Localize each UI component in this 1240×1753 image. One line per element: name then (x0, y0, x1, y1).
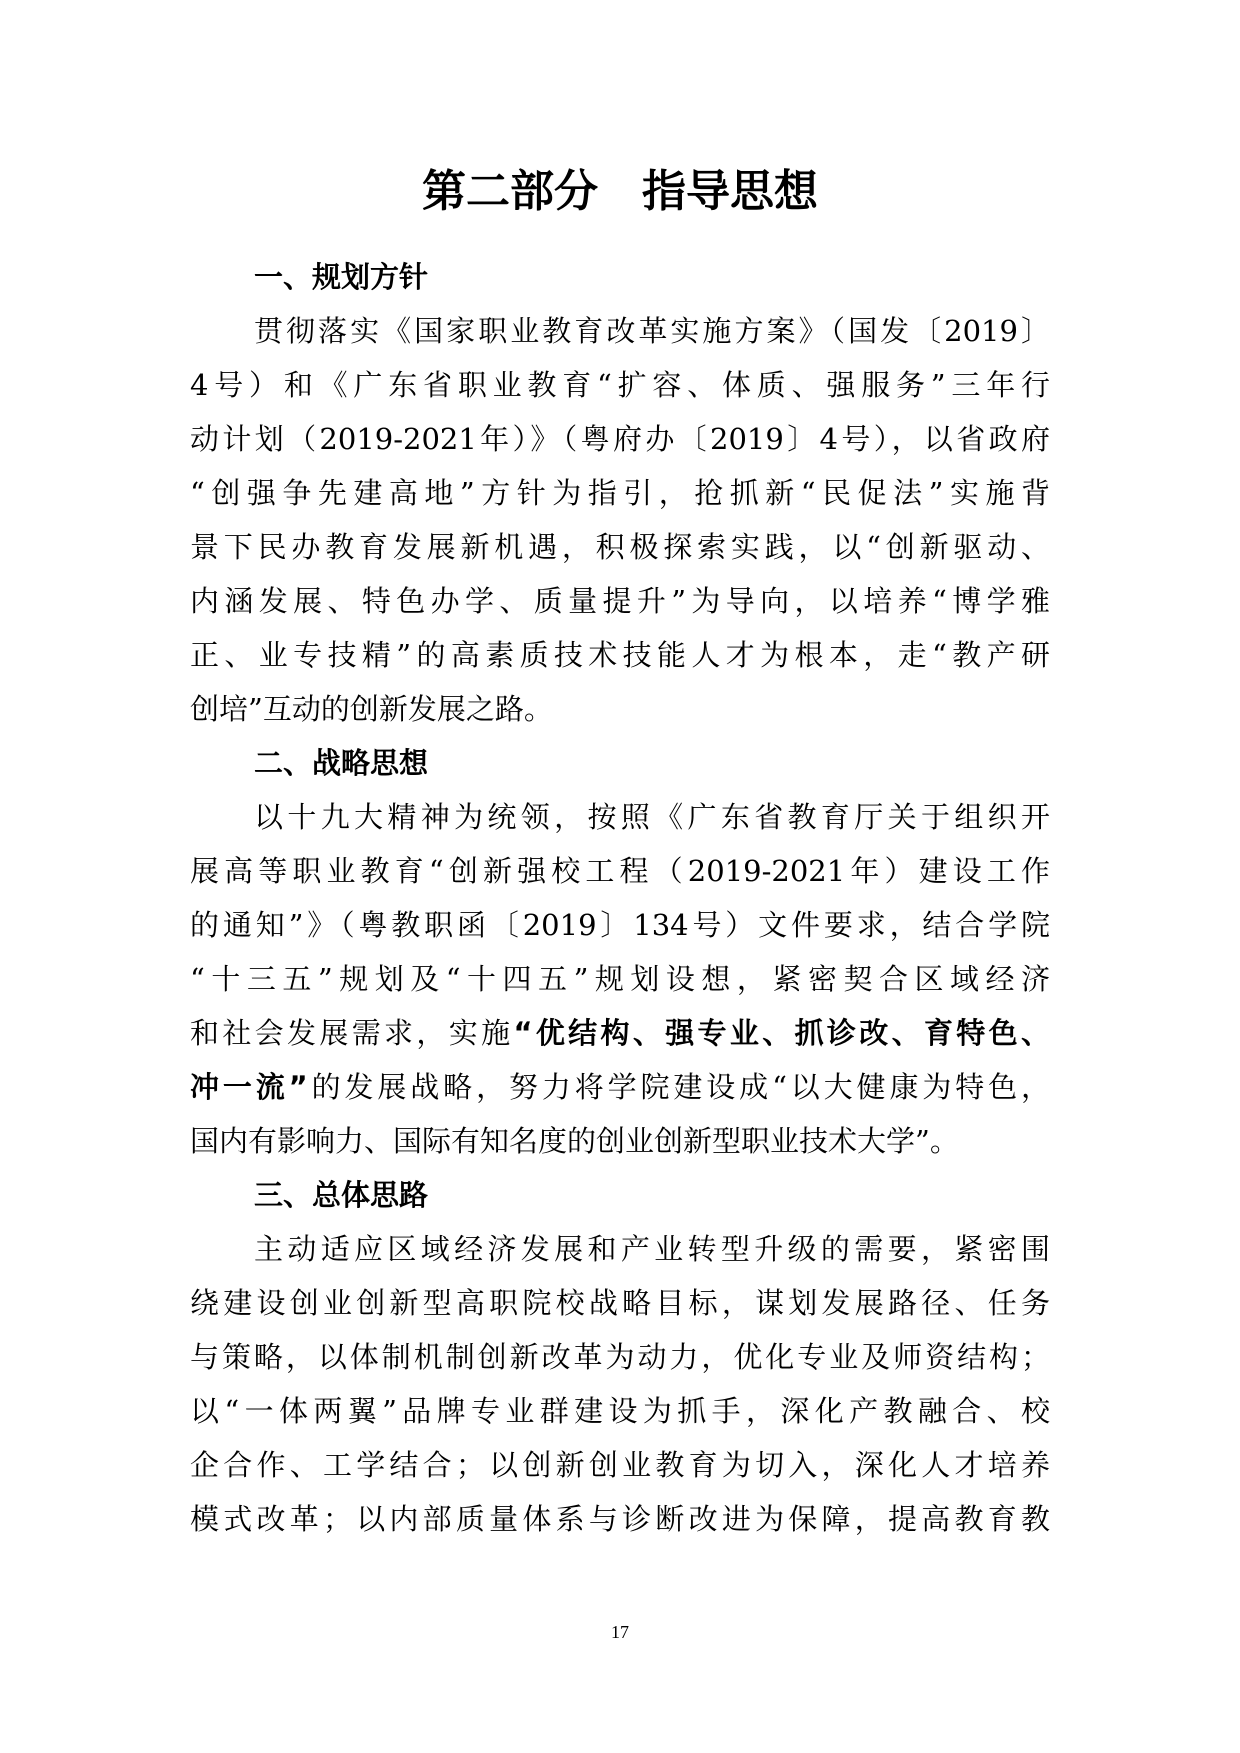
paragraph-line: 主动适应区域经济发展和产业转型升级的需要，紧密围 (254, 1232, 1050, 1266)
paragraph-line: 企合作、工学结合；以创新创业教育为切入，深化人才培养 (190, 1448, 1050, 1482)
page-number: 17 (611, 1622, 629, 1642)
paragraph-strategy (190, 790, 1050, 1168)
line-text: 的发展战略，努力将学院建设成“以大健康为特色， (307, 1070, 1051, 1104)
paragraph-line: 4号）和《广东省职业教育“扩容、体质、强服务”三年行 (190, 368, 1050, 402)
paragraph-line: 正、业专技精”的高素质技术技能人才为根本，走“教产研 (190, 638, 1050, 672)
paragraph-line: 以“一体两翼”品牌专业群建设为抓手，深化产教融合、校 (190, 1394, 1050, 1428)
paragraph-line: 绕建设创业创新型高职院校战略目标，谋划发展路径、任务 (190, 1286, 1050, 1320)
paragraph-line: 的通知”》（粤教职函〔2019〕134号）文件要求，结合学院 (190, 908, 1050, 942)
paragraph-line: 内涵发展、特色办学、质量提升”为导向，以培养“博学雅 (190, 584, 1050, 618)
paragraph-line: 景下民办教育发展新机遇，积极探索实践，以“创新驱动、 (190, 530, 1050, 564)
section-heading-overall-approach: 三、总体思路 (254, 1178, 429, 1212)
paragraph-line: 与策略，以体制机制创新改革为动力，优化专业及师资结构； (190, 1340, 1050, 1374)
paragraph-line: 贯彻落实《国家职业教育改革实施方案》（国发〔2019〕 (254, 314, 1050, 348)
section-heading-guideline: 一、规划方针 (254, 260, 429, 294)
section-heading-strategy: 二、战略思想 (254, 746, 429, 780)
paragraph-guideline (190, 304, 1050, 736)
paragraph-line: 展高等职业教育“创新强校工程（2019-2021年）建设工作 (190, 854, 1050, 888)
paragraph-line: 模式改革；以内部质量体系与诊断改进为保障，提高教育教 (190, 1502, 1050, 1536)
emphasis-strategy-phrase: 冲一流” (190, 1070, 308, 1104)
paragraph-line: 创培”互动的创新发展之路。 (190, 692, 553, 726)
paragraph-line (190, 1060, 1050, 1114)
paragraph-line (190, 1006, 1050, 1060)
paragraph-line: 动计划（2019-2021年）》（粤府办〔2019〕4号），以省政府 (190, 422, 1050, 456)
emphasis-strategy-phrase: “优结构、强专业、抓诊改、育特色、 (513, 1016, 1050, 1050)
document-body (190, 250, 1050, 1546)
line-text: 和社会发展需求，实施 (190, 1016, 514, 1050)
paragraph-line: “十三五”规划及“十四五”规划设想，紧密契合区域经济 (190, 962, 1050, 996)
part-title: 第二部分 指导思想 (422, 166, 818, 217)
paragraph-line: “创强争先建高地”方针为指引，抢抓新“民促法”实施背 (190, 476, 1050, 510)
paragraph-overall-approach (190, 1222, 1050, 1546)
paragraph-line: 国内有影响力、国际有知名度的创业创新型职业技术大学”。 (190, 1124, 959, 1158)
paragraph-line: 以十九大精神为统领，按照《广东省教育厅关于组织开 (254, 800, 1050, 834)
